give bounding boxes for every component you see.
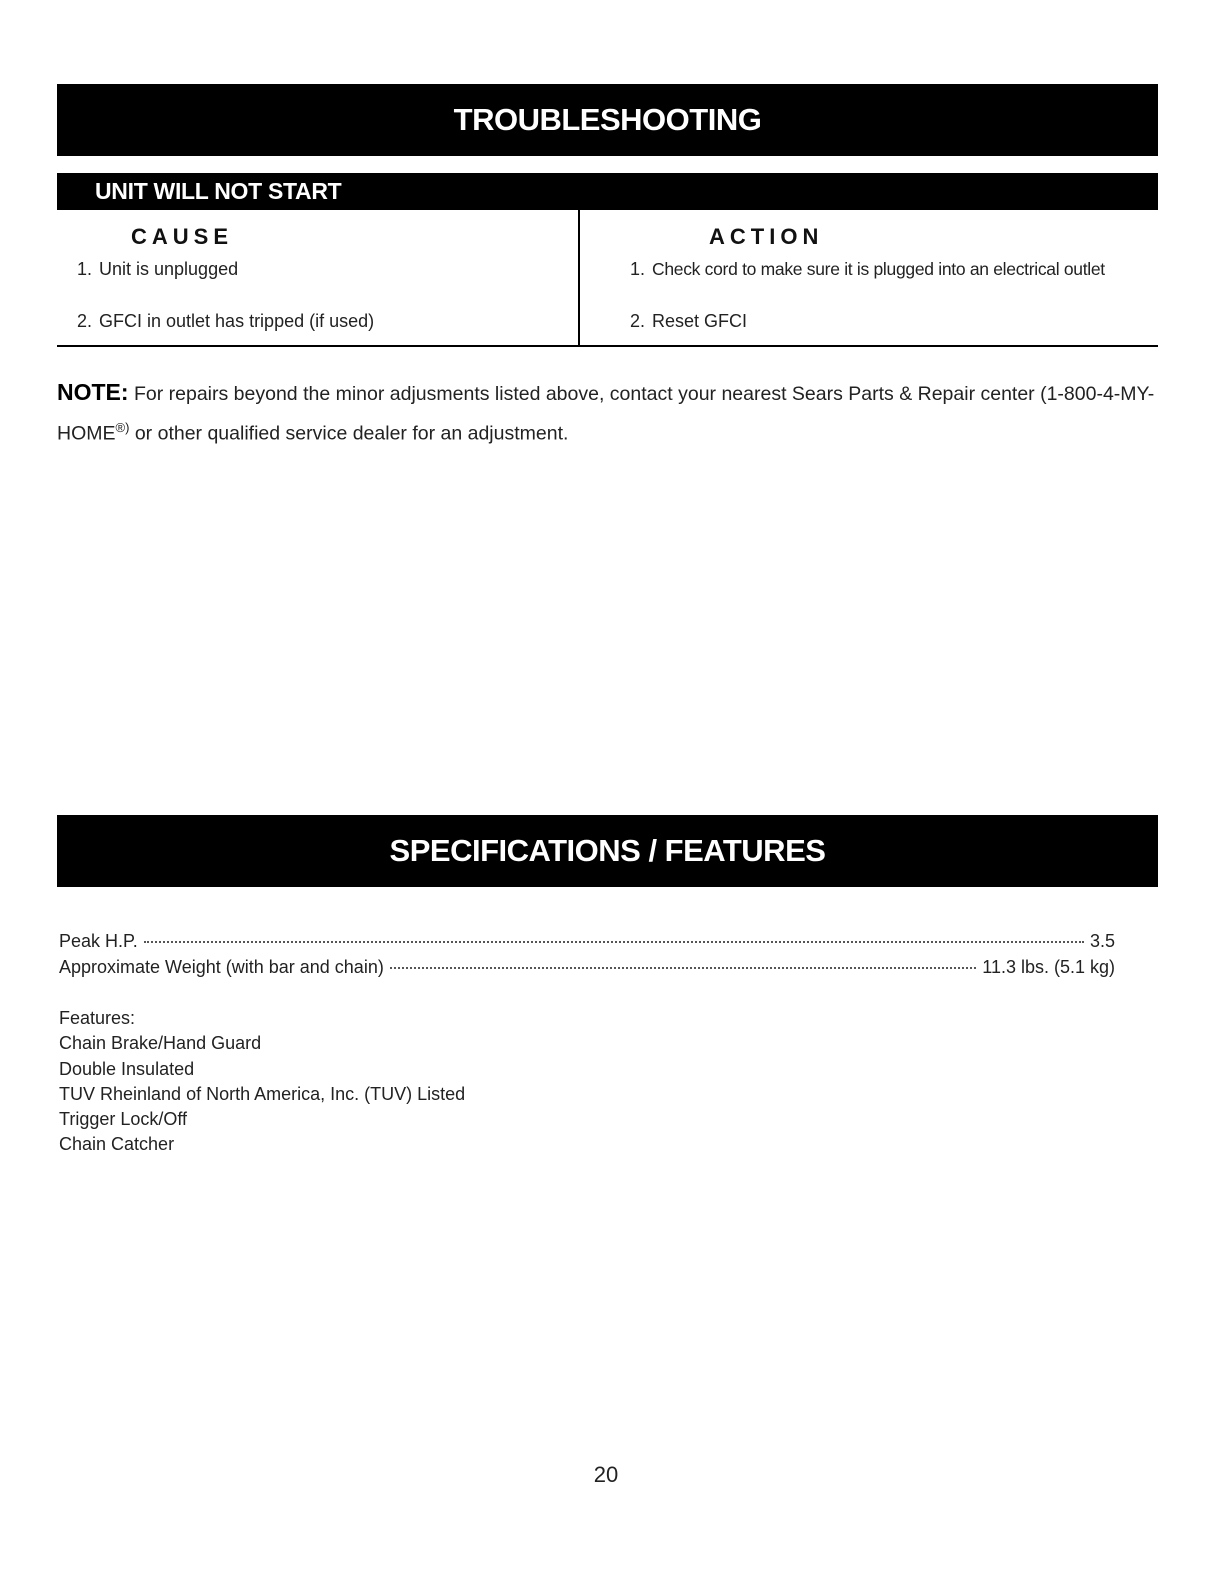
- dot-leader: [390, 967, 976, 969]
- cause-column-header: CAUSE: [131, 224, 234, 249]
- spec-row-peak-hp: [59, 930, 1115, 952]
- spec-row-weight: [59, 956, 1115, 978]
- spec-label: Peak H.P.: [59, 931, 138, 951]
- features-list: [59, 1006, 465, 1158]
- spec-label: Approximate Weight (with bar and chain): [59, 957, 384, 977]
- feature-item: TUV Rheinland of North America, Inc. (TUV) Listed: [59, 1083, 466, 1104]
- registered-mark: ®): [115, 420, 130, 435]
- feature-item: Double Insulated: [59, 1058, 195, 1079]
- repair-note: [57, 376, 1157, 451]
- action-item-text: Check cord to make sure it is plugged into an electrical outlet: [652, 259, 1105, 279]
- feature-item: Chain Brake/Hand Guard: [59, 1033, 262, 1054]
- cause-item-number: 2.: [77, 311, 93, 331]
- unit-will-not-start-header: UNIT WILL NOT START: [57, 173, 1158, 210]
- action-item-text: Reset GFCI: [652, 311, 748, 331]
- spec-value: 3.5: [1089, 931, 1115, 951]
- page-number: 20: [593, 1462, 619, 1487]
- specifications-banner: [57, 815, 1158, 887]
- feature-item: Chain Catcher: [59, 1134, 175, 1155]
- column-divider: [578, 210, 580, 345]
- note-text-after: or other qualified service dealer for an adjustment.: [129, 422, 569, 445]
- troubleshooting-title: TROUBLESHOOTING: [453, 102, 762, 137]
- dot-leader: [144, 941, 1084, 943]
- action-column-header: ACTION: [709, 224, 824, 249]
- action-item-number: 1.: [630, 259, 646, 279]
- note-label: NOTE:: [57, 379, 129, 405]
- troubleshooting-table: [57, 210, 1158, 347]
- specifications-title: SPECIFICATIONS / FEATURES: [389, 833, 826, 868]
- note-text-before: For repairs beyond the minor adjusments listed above, contact your nearest Sears Parts & Repair center (1-800-4-MY-HOME: [57, 383, 1155, 445]
- cause-item-text: GFCI in outlet has tripped (if used): [99, 311, 375, 331]
- features-label: Features:: [59, 1008, 136, 1028]
- spec-value: 11.3 lbs. (5.1 kg): [982, 957, 1115, 977]
- cause-item-text: Unit is unplugged: [99, 259, 239, 279]
- feature-item: Trigger Lock/Off: [59, 1109, 188, 1130]
- cause-item-number: 1.: [77, 259, 93, 279]
- action-item-number: 2.: [630, 311, 646, 331]
- troubleshooting-banner: [57, 84, 1158, 156]
